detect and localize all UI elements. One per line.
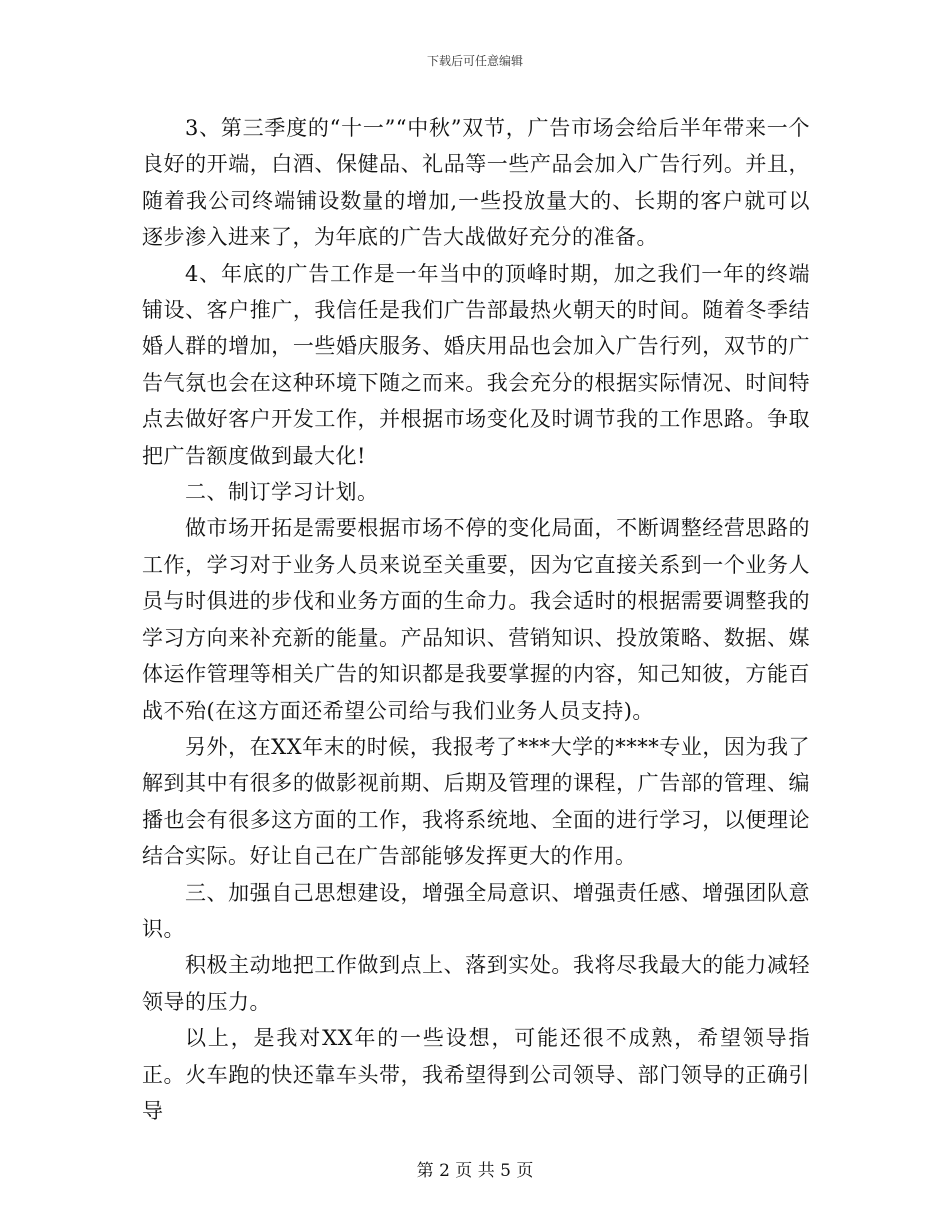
paragraph-year-end: 4、年底的广告工作是一年当中的顶峰时期，加之我们一年的终端铺设、客户推广，我信任是我们广告部最热火朝天的时间。随着冬季结婚人群的增加，一些婚庆服务、婚庆用品也会加入广告行列，双节的广告气氛也会在这种环境下随之而来。我会充分的根据实际情况、时间特点去做好客户开发工作，并根据市场变化及时调节我的工作思路。争取把广告额度做到最大化! (142, 261, 810, 468)
document-body (142, 110, 810, 1129)
page-header: 下载后可任意编辑 (426, 54, 523, 68)
paragraph-study-plan: 做市场开拓是需要根据市场不停的变化局面，不断调整经营思路的工作，学习对于业务人员来说至关重要，因为它直接关系到一个业务人员与时俱进的步伐和业务方面的生命力。我会适时的根据需要调整我的学习方向来补充新的能量。产品知识、营销知识、投放策略、数据、媒体运作管理等相关广告的知识都是我要掌握的内容，知己知彼，方能百战不殆(在这方面还希望公司给与我们业务人员支持)。 (142, 516, 810, 723)
page-number-footer: 第 2 页 共 5 页 (416, 1161, 534, 1181)
paragraph-q3-holidays: 3、第三季度的“十一”“中秋”双节，广告市场会给后半年带来一个良好的开端，白酒、保健品、礼品等一些产品会加入广告行列。并且，随着我公司终端铺设数量的增加,一些投放量大的、长期的客户就可以逐步渗入进来了，为年底的广告大战做好充分的准备。 (142, 116, 810, 250)
section-heading-self-development: 三、加强自己思想建设，增强全局意识、增强责任感、增强团队意识。 (142, 880, 810, 941)
paragraph-further-study: 另外，在XX年末的时候，我报考了***大学的****专业，因为我了解到其中有很多的做影视前期、后期及管理的课程，广告部的管理、编播也会有很多这方面的工作，我将系统地、全面的进行学习，以便理论结合实际。好让自己在广告部能够发挥更大的作用。 (142, 734, 810, 869)
paragraph-initiative: 积极主动地把工作做到点上、落到实处。我将尽我最大的能力减轻领导的压力。 (142, 953, 810, 1014)
section-heading-study-plan: 二、制订学习计划。 (185, 480, 379, 505)
paragraph-conclusion: 以上，是我对XX年的一些设想，可能还很不成熟，希望领导指正。火车跑的快还靠车头带，我希望得到公司领导、部门领导的正确引导 (142, 1026, 810, 1123)
